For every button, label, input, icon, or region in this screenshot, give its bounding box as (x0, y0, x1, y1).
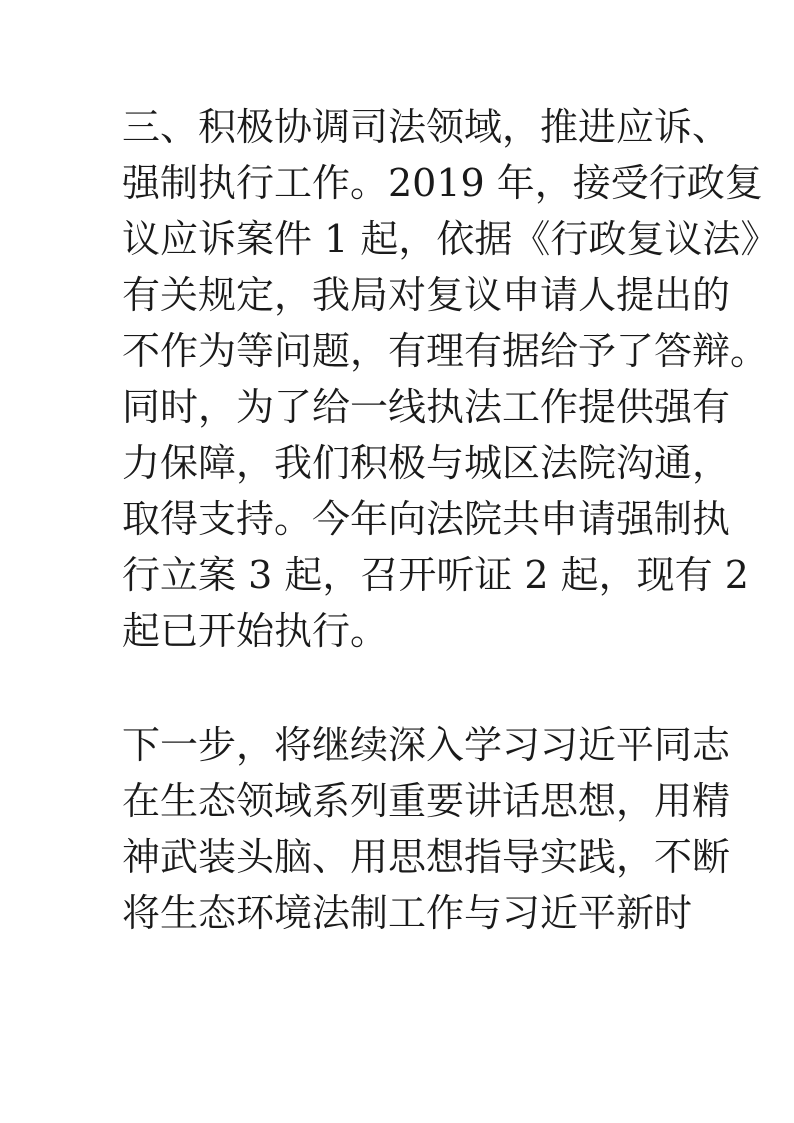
paragraph-judicial-coordination (122, 99, 779, 659)
paragraph-line: 力保障，我们积极与城区法院沟通， (122, 441, 731, 485)
paragraph-line: 神武装头脑、用思想指导实践，不断 (122, 835, 731, 879)
paragraph-line: 下一步，将继续深入学习习近平同志 (122, 723, 731, 767)
paragraph-line: 三、积极协调司法领域，推进应诉、 (122, 105, 731, 149)
paragraph-line: 不作为等问题，有理有据给予了答辩。 (122, 329, 769, 373)
paragraph-line: 起已开始执行。 (122, 609, 389, 653)
paragraph-line: 行立案 3 起，召开听证 2 起，现有 2 (122, 553, 749, 597)
paragraph-line: 同时，为了给一线执法工作提供强有 (122, 385, 731, 429)
paragraph-line: 在生态领域系列重要讲话思想，用精 (122, 779, 731, 823)
paragraph-line: 取得支持。今年向法院共申请强制执 (122, 497, 731, 541)
paragraph-line: 将生态环境法制工作与习近平新时 (122, 891, 693, 935)
paragraph-next-steps (122, 717, 731, 941)
paragraph-line: 有关规定，我局对复议申请人提出的 (122, 273, 731, 317)
paragraph-line: 议应诉案件 1 起，依据《行政复议法》 (122, 217, 779, 261)
paragraph-line: 强制执行工作。2019 年，接受行政复 (122, 161, 763, 205)
